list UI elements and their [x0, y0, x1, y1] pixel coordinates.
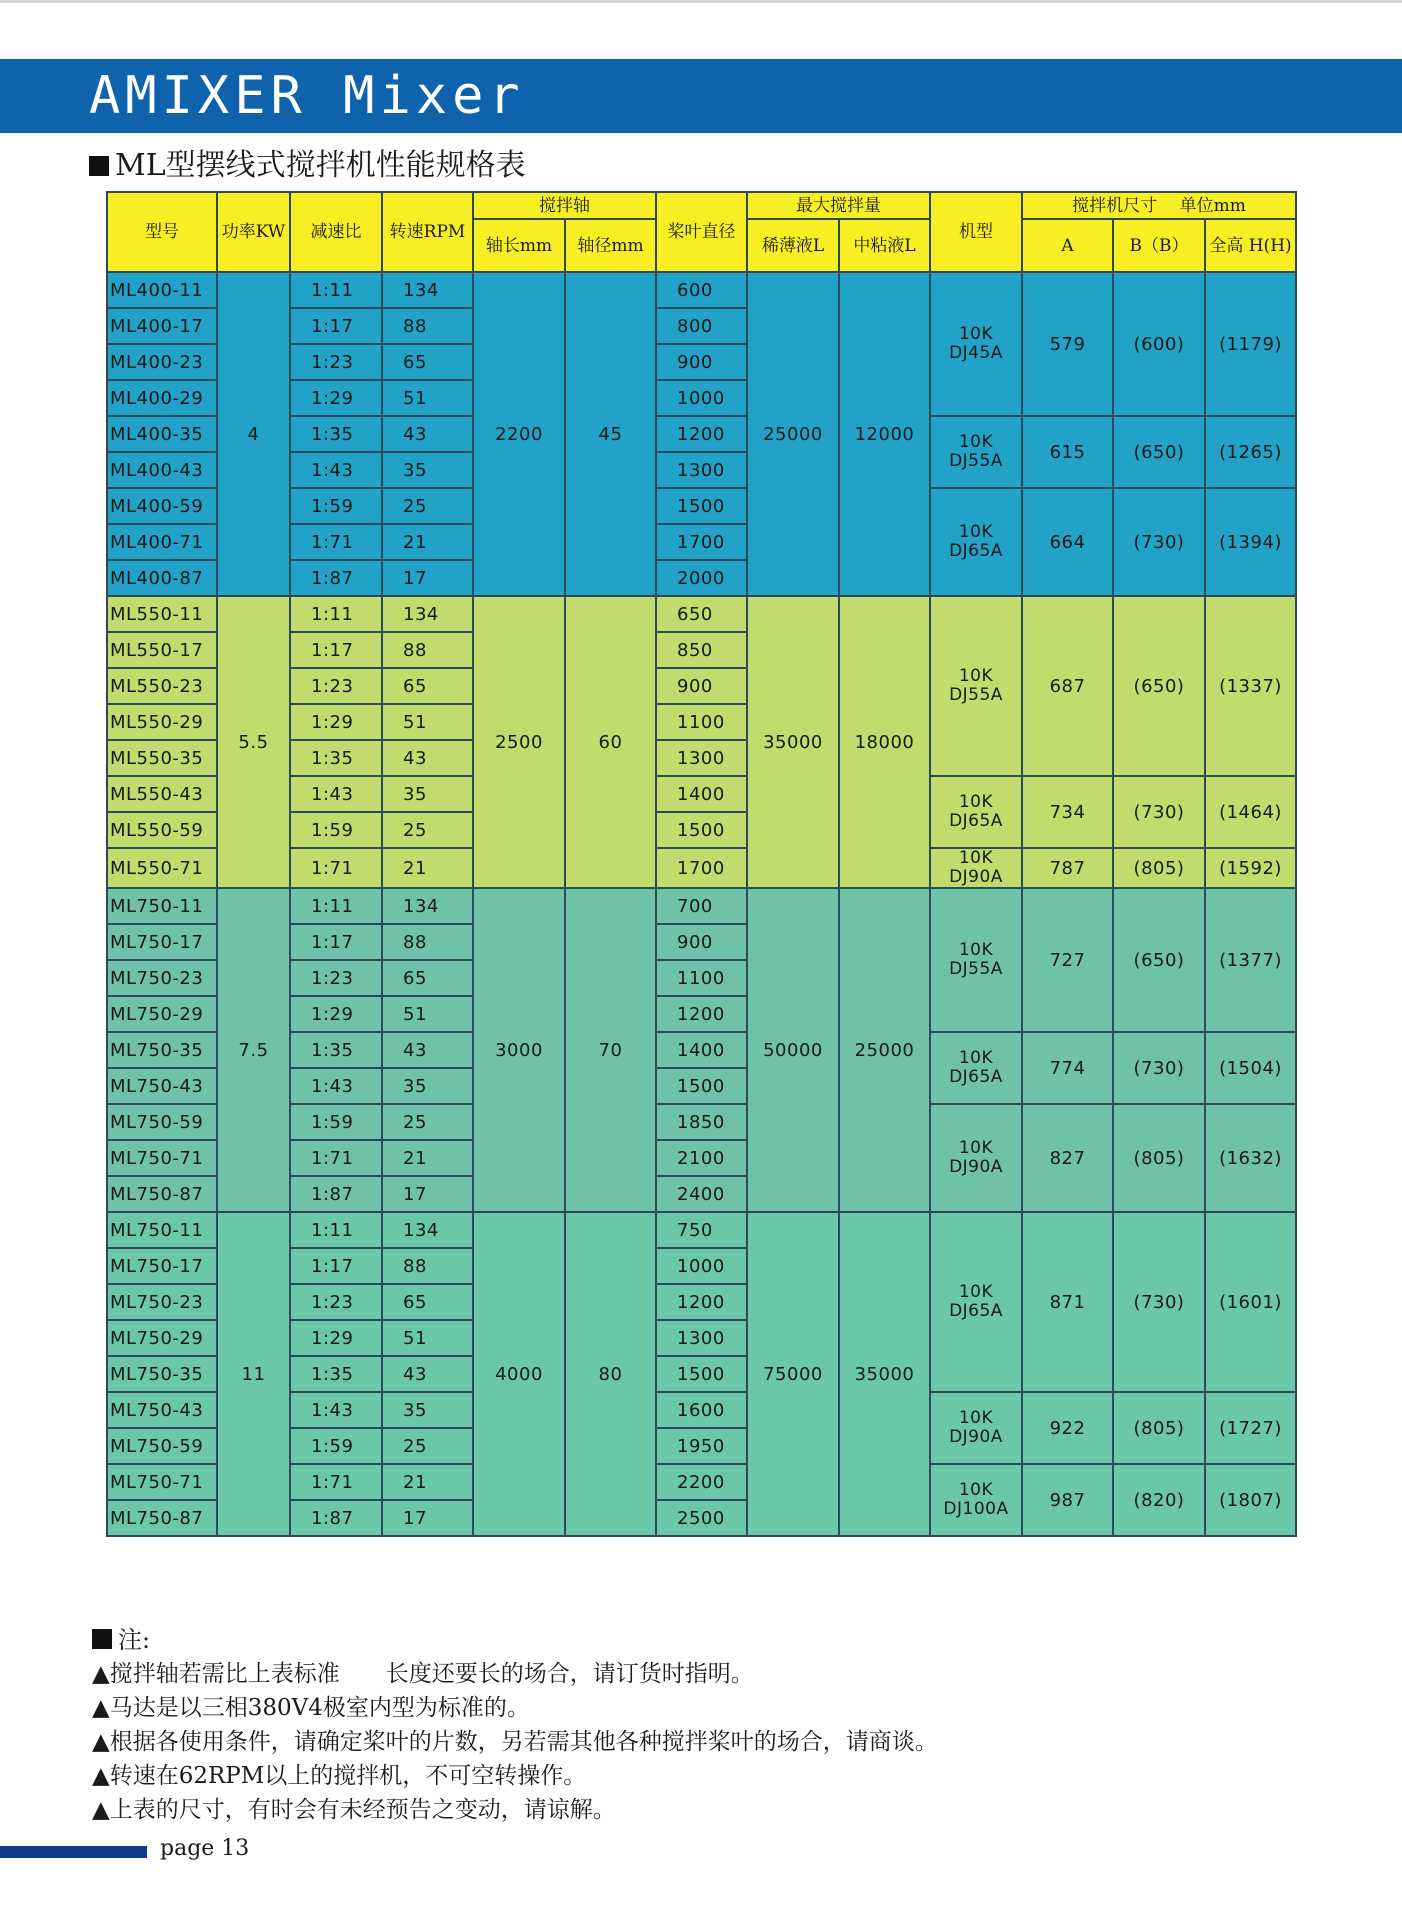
blade-diameter-cell: 1700	[656, 524, 747, 560]
speed-cell: 35	[382, 1068, 473, 1104]
ratio-cell: 1:11	[290, 596, 382, 632]
shaft-diameter-cell: 60	[565, 596, 656, 888]
speed-cell: 17	[382, 1500, 473, 1536]
speed-cell: 43	[382, 1032, 473, 1068]
ratio-cell: 1:35	[290, 1032, 382, 1068]
machine-type-cell	[930, 596, 1022, 776]
blade-diameter-cell: 1850	[656, 1104, 747, 1140]
blade-diameter-cell: 2500	[656, 1500, 747, 1536]
dim-b-cell: (820)	[1113, 1464, 1205, 1536]
dim-b-cell: (650)	[1113, 888, 1205, 1032]
shaft-length-cell: 4000	[473, 1212, 565, 1536]
notes-title	[92, 1623, 938, 1657]
machine-type-line2: DJ65A	[949, 541, 1003, 561]
machine-type-cell	[930, 416, 1022, 488]
shaft-diameter-cell: 80	[565, 1212, 656, 1536]
header-shaft-diameter: 轴径mm	[565, 219, 656, 272]
ratio-cell: 1:59	[290, 1428, 382, 1464]
speed-cell: 25	[382, 1104, 473, 1140]
blade-diameter-cell: 1500	[656, 1068, 747, 1104]
header-dim-b: B（B）	[1113, 219, 1205, 272]
header-capacity-medium: 中粘液L	[839, 219, 930, 272]
ratio-cell: 1:35	[290, 416, 382, 452]
speed-cell: 43	[382, 1356, 473, 1392]
dim-b-cell: (650)	[1113, 596, 1205, 776]
speed-cell: 43	[382, 416, 473, 452]
model-cell: ML400-11	[107, 272, 217, 308]
ratio-cell: 1:71	[290, 1140, 382, 1176]
machine-type-line1: 10K	[958, 1138, 994, 1158]
machine-type-cell	[930, 272, 1022, 416]
machine-type-line1: 10K	[958, 1282, 994, 1302]
header-dim-h: 全高 H(H)	[1205, 219, 1296, 272]
capacity-thin-cell: 75000	[747, 1212, 839, 1536]
blade-diameter-cell: 2000	[656, 560, 747, 596]
ratio-cell: 1:23	[290, 960, 382, 996]
machine-type-cell	[930, 488, 1022, 596]
model-cell: ML750-59	[107, 1428, 217, 1464]
model-cell: ML750-59	[107, 1104, 217, 1140]
blade-diameter-cell: 900	[656, 924, 747, 960]
machine-type-cell	[930, 1464, 1022, 1536]
blade-diameter-cell: 1000	[656, 1248, 747, 1284]
machine-type-line2: DJ90A	[949, 867, 1003, 887]
machine-type-line2: DJ100A	[943, 1499, 1009, 1519]
machine-type-line2: DJ55A	[949, 451, 1003, 471]
table-row	[107, 888, 1296, 924]
blade-diameter-cell: 1500	[656, 812, 747, 848]
blade-diameter-cell: 1200	[656, 416, 747, 452]
speed-cell: 88	[382, 632, 473, 668]
ratio-cell: 1:17	[290, 308, 382, 344]
machine-type-line1: 10K	[958, 522, 994, 542]
ratio-cell: 1:35	[290, 1356, 382, 1392]
dim-b-cell: (650)	[1113, 416, 1205, 488]
power-cell: 11	[217, 1212, 290, 1536]
ratio-cell: 1:87	[290, 1500, 382, 1536]
machine-type-cell	[930, 888, 1022, 1032]
blade-diameter-cell: 1300	[656, 740, 747, 776]
dim-h-cell: (1464)	[1205, 776, 1296, 848]
blade-diameter-cell: 900	[656, 344, 747, 380]
blade-diameter-cell: 1100	[656, 960, 747, 996]
ratio-cell: 1:29	[290, 380, 382, 416]
model-cell: ML750-23	[107, 960, 217, 996]
dim-a-cell: 827	[1022, 1104, 1113, 1212]
notes-section	[92, 1623, 938, 1827]
ratio-cell: 1:29	[290, 996, 382, 1032]
footer-bar	[0, 1846, 147, 1858]
model-cell: ML550-71	[107, 848, 217, 888]
header-model: 型号	[107, 192, 217, 272]
header-blade-diameter: 桨叶直径	[656, 192, 747, 272]
dim-b-cell: (805)	[1113, 1104, 1205, 1212]
machine-type-line1: 10K	[958, 666, 994, 686]
blade-diameter-cell: 1100	[656, 704, 747, 740]
dim-b-cell: (730)	[1113, 776, 1205, 848]
machine-type-cell	[930, 1032, 1022, 1104]
model-cell: ML400-17	[107, 308, 217, 344]
dim-h-cell: (1592)	[1205, 848, 1296, 888]
blade-diameter-cell: 2400	[656, 1176, 747, 1212]
power-cell: 7.5	[217, 888, 290, 1212]
model-cell: ML400-23	[107, 344, 217, 380]
speed-cell: 21	[382, 524, 473, 560]
speed-cell: 88	[382, 308, 473, 344]
machine-type-line2: DJ65A	[949, 1067, 1003, 1087]
ratio-cell: 1:87	[290, 560, 382, 596]
ratio-cell: 1:11	[290, 272, 382, 308]
blade-diameter-cell: 600	[656, 272, 747, 308]
dim-h-cell: (1394)	[1205, 488, 1296, 596]
ratio-cell: 1:23	[290, 668, 382, 704]
model-cell: ML750-11	[107, 888, 217, 924]
shaft-length-cell: 3000	[473, 888, 565, 1212]
speed-cell: 51	[382, 380, 473, 416]
speed-cell: 21	[382, 848, 473, 888]
speed-cell: 134	[382, 272, 473, 308]
model-cell: ML550-23	[107, 668, 217, 704]
blade-diameter-cell: 1600	[656, 1392, 747, 1428]
machine-type-cell	[930, 1212, 1022, 1392]
dim-h-cell: (1265)	[1205, 416, 1296, 488]
dim-a-cell: 787	[1022, 848, 1113, 888]
dim-h-cell: (1337)	[1205, 596, 1296, 776]
blade-diameter-cell: 850	[656, 632, 747, 668]
model-cell: ML750-35	[107, 1356, 217, 1392]
model-cell: ML750-87	[107, 1176, 217, 1212]
model-cell: ML750-23	[107, 1284, 217, 1320]
ratio-cell: 1:23	[290, 344, 382, 380]
dim-a-cell: 615	[1022, 416, 1113, 488]
speed-cell: 88	[382, 924, 473, 960]
model-cell: ML750-43	[107, 1068, 217, 1104]
capacity-thin-cell: 35000	[747, 596, 839, 888]
blade-diameter-cell: 1500	[656, 488, 747, 524]
speed-cell: 51	[382, 996, 473, 1032]
machine-type-line2: DJ55A	[949, 959, 1003, 979]
speed-cell: 25	[382, 812, 473, 848]
model-cell: ML750-35	[107, 1032, 217, 1068]
blade-diameter-cell: 750	[656, 1212, 747, 1248]
capacity-thin-cell: 25000	[747, 272, 839, 596]
ratio-cell: 1:29	[290, 704, 382, 740]
machine-type-cell	[930, 776, 1022, 848]
model-cell: ML400-59	[107, 488, 217, 524]
speed-cell: 35	[382, 776, 473, 812]
header-dim-a: A	[1022, 219, 1113, 272]
machine-type-line1: 10K	[958, 1408, 994, 1428]
machine-type-line2: DJ65A	[949, 1301, 1003, 1321]
dim-h-cell: (1377)	[1205, 888, 1296, 1032]
model-cell: ML750-71	[107, 1464, 217, 1500]
model-cell: ML750-43	[107, 1392, 217, 1428]
dim-a-cell: 987	[1022, 1464, 1113, 1536]
blade-diameter-cell: 2200	[656, 1464, 747, 1500]
ratio-cell: 1:59	[290, 812, 382, 848]
dim-h-cell: (1807)	[1205, 1464, 1296, 1536]
speed-cell: 17	[382, 1176, 473, 1212]
page-number: page 13	[160, 1836, 250, 1861]
dim-a-cell: 774	[1022, 1032, 1113, 1104]
machine-type-cell	[930, 1392, 1022, 1464]
blade-diameter-cell: 650	[656, 596, 747, 632]
dim-b-cell: (730)	[1113, 488, 1205, 596]
blade-diameter-cell: 1400	[656, 776, 747, 812]
ratio-cell: 1:43	[290, 1068, 382, 1104]
ratio-cell: 1:17	[290, 1248, 382, 1284]
speed-cell: 25	[382, 488, 473, 524]
blade-diameter-cell: 2100	[656, 1140, 747, 1176]
machine-type-cell	[930, 848, 1022, 888]
shaft-length-cell: 2200	[473, 272, 565, 596]
capacity-medium-cell: 18000	[839, 596, 930, 888]
model-cell: ML750-29	[107, 996, 217, 1032]
ratio-cell: 1:35	[290, 740, 382, 776]
spec-table-body	[107, 272, 1296, 1536]
ratio-cell: 1:17	[290, 632, 382, 668]
dim-b-cell: (730)	[1113, 1032, 1205, 1104]
speed-cell: 88	[382, 1248, 473, 1284]
machine-type-line1: 10K	[958, 848, 994, 868]
dim-h-cell: (1632)	[1205, 1104, 1296, 1212]
square-bullet-icon	[92, 1629, 112, 1649]
blade-diameter-cell: 1300	[656, 1320, 747, 1356]
dim-h-cell: (1601)	[1205, 1212, 1296, 1392]
square-bullet-icon	[89, 156, 109, 176]
machine-type-line2: DJ90A	[949, 1427, 1003, 1447]
speed-cell: 21	[382, 1140, 473, 1176]
dim-b-cell: (600)	[1113, 272, 1205, 416]
blade-diameter-cell: 1700	[656, 848, 747, 888]
machine-type-line2: DJ45A	[949, 343, 1003, 363]
model-cell: ML400-35	[107, 416, 217, 452]
capacity-medium-cell: 35000	[839, 1212, 930, 1536]
ratio-cell: 1:43	[290, 452, 382, 488]
dim-b-cell: (730)	[1113, 1212, 1205, 1392]
speed-cell: 65	[382, 960, 473, 996]
note-item: ▲搅拌轴若需比上表标准 长度还要长的场合，请订货时指明。	[92, 1661, 754, 1687]
spec-table-container	[106, 191, 1297, 1537]
ratio-cell: 1:11	[290, 888, 382, 924]
top-border-line	[0, 0, 1402, 3]
machine-type-line1: 10K	[958, 1048, 994, 1068]
speed-cell: 51	[382, 1320, 473, 1356]
blade-diameter-cell: 1000	[656, 380, 747, 416]
speed-cell: 35	[382, 1392, 473, 1428]
ratio-cell: 1:59	[290, 488, 382, 524]
header-power: 功率KW	[217, 192, 290, 272]
spec-table	[106, 191, 1297, 1537]
ratio-cell: 1:29	[290, 1320, 382, 1356]
power-cell: 5.5	[217, 596, 290, 888]
dim-a-cell: 727	[1022, 888, 1113, 1032]
blade-diameter-cell: 1500	[656, 1356, 747, 1392]
speed-cell: 134	[382, 1212, 473, 1248]
machine-type-line1: 10K	[958, 940, 994, 960]
blade-diameter-cell: 1400	[656, 1032, 747, 1068]
notes-title-text: 注:	[118, 1626, 151, 1654]
model-cell: ML550-17	[107, 632, 217, 668]
model-cell: ML550-43	[107, 776, 217, 812]
blade-diameter-cell: 1950	[656, 1428, 747, 1464]
dim-a-cell: 922	[1022, 1392, 1113, 1464]
speed-cell: 21	[382, 1464, 473, 1500]
model-cell: ML750-87	[107, 1500, 217, 1536]
shaft-length-cell: 2500	[473, 596, 565, 888]
dim-b-cell: (805)	[1113, 1392, 1205, 1464]
capacity-thin-cell: 50000	[747, 888, 839, 1212]
power-cell: 4	[217, 272, 290, 596]
header-dimension-group: 搅拌机尺寸 单位mm	[1022, 192, 1296, 219]
model-cell: ML400-43	[107, 452, 217, 488]
speed-cell: 51	[382, 704, 473, 740]
blade-diameter-cell: 1200	[656, 1284, 747, 1320]
machine-type-line1: 10K	[958, 432, 994, 452]
model-cell: ML750-29	[107, 1320, 217, 1356]
model-cell: ML550-29	[107, 704, 217, 740]
model-cell: ML400-87	[107, 560, 217, 596]
brand-title: AMIXER Mixer	[89, 66, 525, 126]
machine-type-line1: 10K	[958, 324, 994, 344]
dim-a-cell: 871	[1022, 1212, 1113, 1392]
capacity-medium-cell: 12000	[839, 272, 930, 596]
speed-cell: 43	[382, 740, 473, 776]
note-item: ▲转速在62RPM以上的搅拌机，不可空转操作。	[92, 1763, 587, 1789]
blade-diameter-cell: 1300	[656, 452, 747, 488]
shaft-diameter-cell: 45	[565, 272, 656, 596]
blade-diameter-cell: 800	[656, 308, 747, 344]
dim-a-cell: 734	[1022, 776, 1113, 848]
section-title-text: ML型摆线式搅拌机性能规格表	[115, 148, 526, 183]
header-shaft-group: 搅拌轴	[473, 192, 656, 219]
header-banner	[0, 59, 1402, 133]
note-item: ▲上表的尺寸，有时会有未经预告之变动，请谅解。	[92, 1797, 616, 1823]
ratio-cell: 1:11	[290, 1212, 382, 1248]
speed-cell: 134	[382, 596, 473, 632]
model-cell: ML400-29	[107, 380, 217, 416]
ratio-cell: 1:87	[290, 1176, 382, 1212]
note-item: ▲马达是以三相380V4极室内型为标准的。	[92, 1695, 530, 1721]
dim-b-cell: (805)	[1113, 848, 1205, 888]
table-row	[107, 272, 1296, 308]
dim-a-cell: 664	[1022, 488, 1113, 596]
speed-cell: 35	[382, 452, 473, 488]
ratio-cell: 1:43	[290, 1392, 382, 1428]
machine-type-line1: 10K	[958, 792, 994, 812]
model-cell: ML750-17	[107, 924, 217, 960]
shaft-diameter-cell: 70	[565, 888, 656, 1212]
model-cell: ML550-35	[107, 740, 217, 776]
header-capacity-group: 最大搅拌量	[747, 192, 930, 219]
ratio-cell: 1:17	[290, 924, 382, 960]
machine-type-cell	[930, 1104, 1022, 1212]
dim-h-cell: (1504)	[1205, 1032, 1296, 1104]
machine-type-line2: DJ65A	[949, 811, 1003, 831]
ratio-cell: 1:71	[290, 1464, 382, 1500]
machine-type-line2: DJ55A	[949, 685, 1003, 705]
model-cell: ML400-71	[107, 524, 217, 560]
section-title	[89, 146, 526, 186]
header-capacity-thin: 稀薄液L	[747, 219, 839, 272]
header-speed: 转速RPM	[382, 192, 473, 272]
speed-cell: 65	[382, 1284, 473, 1320]
dim-h-cell: (1727)	[1205, 1392, 1296, 1464]
blade-diameter-cell: 900	[656, 668, 747, 704]
speed-cell: 134	[382, 888, 473, 924]
machine-type-line1: 10K	[958, 1480, 994, 1500]
speed-cell: 65	[382, 668, 473, 704]
machine-type-line2: DJ90A	[949, 1157, 1003, 1177]
speed-cell: 17	[382, 560, 473, 596]
dim-h-cell: (1179)	[1205, 272, 1296, 416]
ratio-cell: 1:23	[290, 1284, 382, 1320]
speed-cell: 65	[382, 344, 473, 380]
model-cell: ML550-59	[107, 812, 217, 848]
ratio-cell: 1:71	[290, 848, 382, 888]
model-cell: ML750-17	[107, 1248, 217, 1284]
speed-cell: 25	[382, 1428, 473, 1464]
header-shaft-length: 轴长mm	[473, 219, 565, 272]
table-row	[107, 1212, 1296, 1248]
ratio-cell: 1:43	[290, 776, 382, 812]
model-cell: ML550-11	[107, 596, 217, 632]
dim-a-cell: 687	[1022, 596, 1113, 776]
capacity-medium-cell: 25000	[839, 888, 930, 1212]
note-item: ▲根据各使用条件，请确定桨叶的片数，另若需其他各种搅拌桨叶的场合，请商谈。	[92, 1729, 938, 1755]
model-cell: ML750-11	[107, 1212, 217, 1248]
ratio-cell: 1:59	[290, 1104, 382, 1140]
blade-diameter-cell: 700	[656, 888, 747, 924]
blade-diameter-cell: 1200	[656, 996, 747, 1032]
header-ratio: 减速比	[290, 192, 382, 272]
header-machine-type: 机型	[930, 192, 1022, 272]
ratio-cell: 1:71	[290, 524, 382, 560]
model-cell: ML750-71	[107, 1140, 217, 1176]
table-row	[107, 596, 1296, 632]
dim-a-cell: 579	[1022, 272, 1113, 416]
